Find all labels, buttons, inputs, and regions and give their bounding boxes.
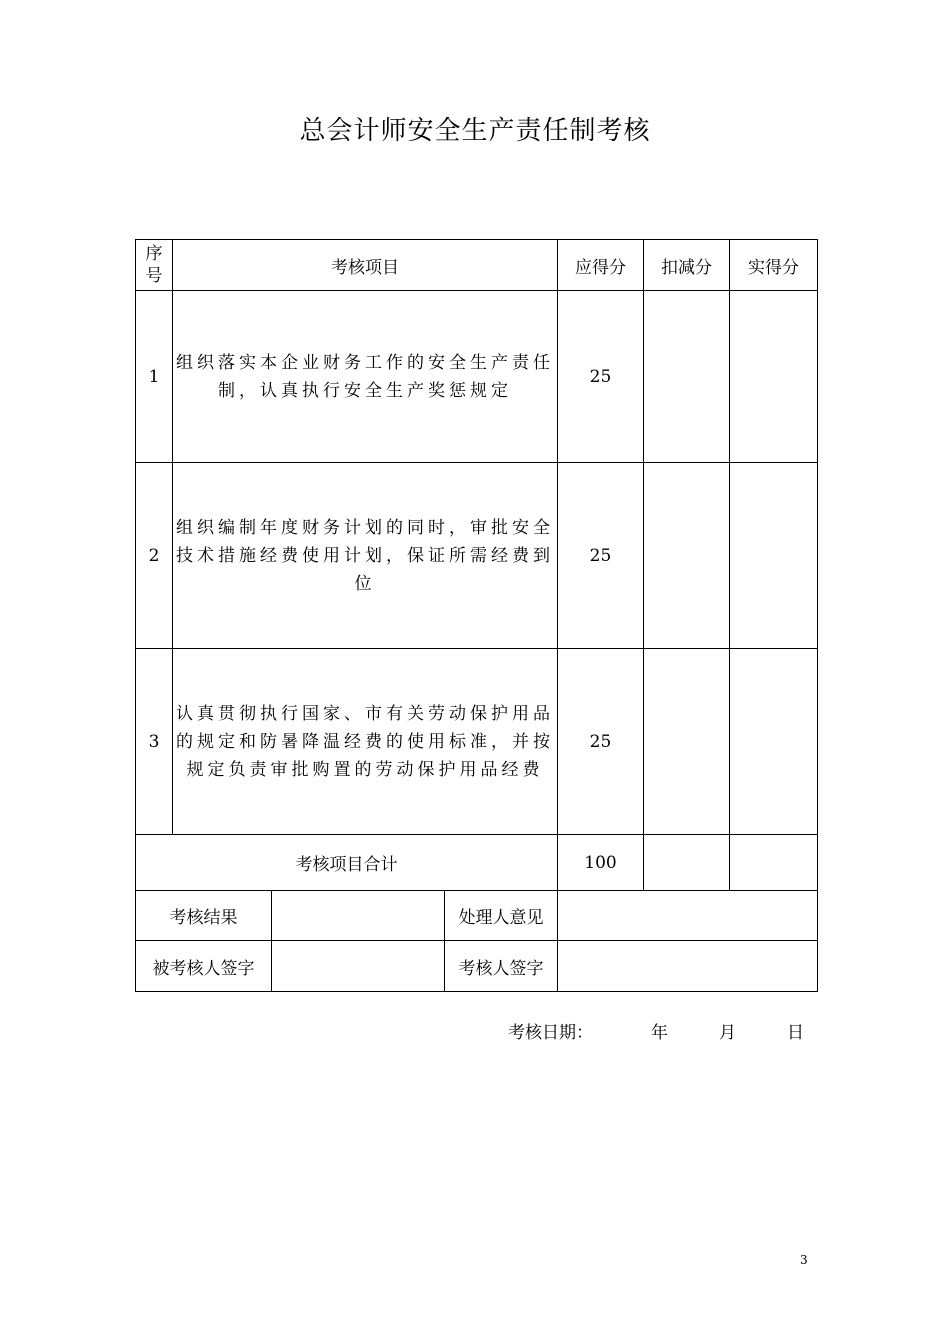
row-item: 认真贯彻执行国家、市有关劳动保护用品的规定和防暑降温经费的使用标准，并按规定负责审批购置的劳动保护用品经费 <box>173 649 558 835</box>
header-deduct-score: 扣减分 <box>644 240 730 291</box>
assessee-signature-value[interactable] <box>272 941 445 992</box>
header-item: 考核项目 <box>173 240 558 291</box>
row-should-score: 25 <box>558 463 644 649</box>
handler-opinion-label: 处理人意见 <box>445 891 558 941</box>
result-row <box>136 891 818 941</box>
row-seq: 2 <box>136 463 173 649</box>
assessor-signature-label: 考核人签字 <box>445 941 558 992</box>
assessor-signature-value[interactable] <box>558 941 818 992</box>
total-label: 考核项目合计 <box>136 835 558 891</box>
result-value[interactable] <box>272 891 445 941</box>
page-title: 总会计师安全生产责任制考核 <box>299 116 651 146</box>
row-deduct-score[interactable] <box>644 291 730 463</box>
header-actual-score: 实得分 <box>730 240 818 291</box>
handler-opinion-value[interactable] <box>558 891 818 941</box>
table-row <box>136 649 818 835</box>
assessee-signature-label: 被考核人签字 <box>136 941 272 992</box>
date-month: 月 <box>719 1023 736 1043</box>
total-should-score: 100 <box>558 835 644 891</box>
total-row <box>136 835 818 891</box>
total-deduct-score[interactable] <box>644 835 730 891</box>
row-item: 组织编制年度财务计划的同时，审批安全技术措施经费使用计划，保证所需经费到位 <box>173 463 558 649</box>
page-number: 3 <box>800 1253 808 1267</box>
row-item: 组织落实本企业财务工作的安全生产责任制，认真执行安全生产奖惩规定 <box>173 291 558 463</box>
row-deduct-score[interactable] <box>644 463 730 649</box>
total-actual-score[interactable] <box>730 835 818 891</box>
date-year: 年 <box>651 1023 668 1043</box>
table-row <box>136 463 818 649</box>
row-actual-score[interactable] <box>730 463 818 649</box>
row-should-score: 25 <box>558 649 644 835</box>
date-label: 考核日期： <box>508 1023 593 1043</box>
row-seq: 1 <box>136 291 173 463</box>
assessment-table <box>135 239 818 992</box>
header-row <box>136 240 818 291</box>
row-should-score: 25 <box>558 291 644 463</box>
header-should-score: 应得分 <box>558 240 644 291</box>
date-day: 日 <box>787 1023 804 1043</box>
result-label: 考核结果 <box>136 891 272 941</box>
table-row <box>136 291 818 463</box>
row-seq: 3 <box>136 649 173 835</box>
signature-row <box>136 941 818 992</box>
header-seq: 序 号 <box>136 240 173 291</box>
row-actual-score[interactable] <box>730 649 818 835</box>
row-deduct-score[interactable] <box>644 649 730 835</box>
row-actual-score[interactable] <box>730 291 818 463</box>
